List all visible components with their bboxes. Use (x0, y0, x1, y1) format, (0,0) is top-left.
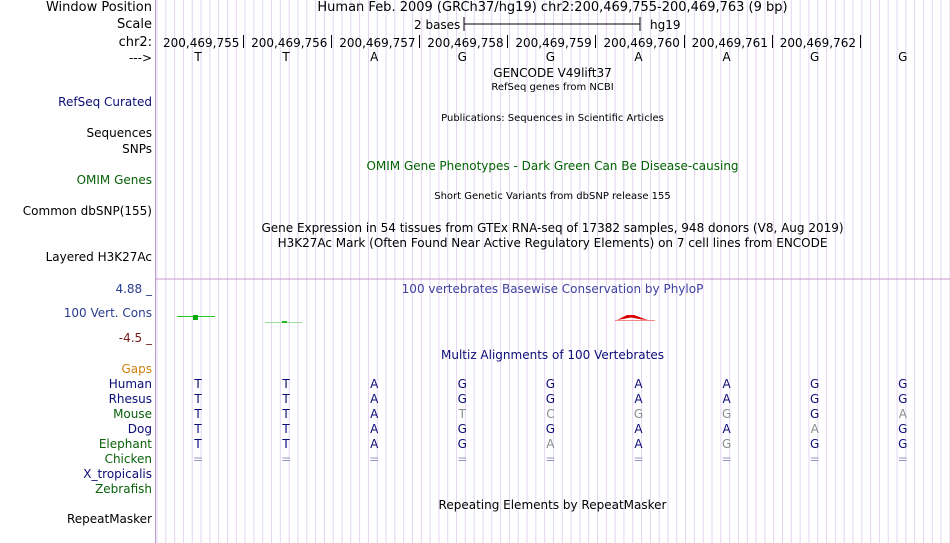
coordinate-tick (243, 35, 244, 48)
refseq-track-subtitle[interactable]: RefSeq genes from NCBI (491, 82, 614, 93)
strand-label: ---> (128, 51, 152, 65)
phylop-max-label: 4.88 _ (115, 282, 152, 296)
coordinate-label: 200,469,761 (691, 36, 768, 50)
alignment-base: A (898, 407, 907, 421)
coordinate-label: 200,469,760 (603, 36, 680, 50)
reference-base: G (545, 50, 556, 64)
coordinate-label: 200,469,762 (779, 36, 857, 50)
species-label[interactable]: Chicken (104, 452, 152, 466)
alignment-base: G (545, 377, 556, 391)
alignment-base: T (194, 392, 202, 406)
alignment-base: T (194, 407, 202, 421)
alignment-base: G (721, 437, 732, 451)
refseq-curated-label[interactable]: RefSeq Curated (58, 95, 152, 109)
alignment-base: A (722, 422, 731, 436)
alignment-base: A (634, 422, 643, 436)
alignment-base: G (457, 377, 467, 391)
alignment-base: = (369, 452, 380, 466)
alignment-base: G (810, 377, 820, 391)
alignment-base: A (370, 437, 379, 451)
alignment-base: = (457, 452, 468, 466)
alignment-base: T (282, 407, 290, 421)
coordinate-tick (419, 35, 420, 48)
alignment-base: G (545, 392, 556, 406)
alignment-base: A (634, 377, 643, 391)
coordinate-tick (772, 35, 773, 48)
alignment-base: A (370, 407, 379, 421)
gaps-label[interactable]: Gaps (121, 362, 152, 376)
alignment-base: = (897, 452, 908, 466)
species-label[interactable]: Human (108, 377, 152, 391)
coordinate-tick (860, 35, 861, 48)
alignment-base: A (370, 392, 379, 406)
alignment-base: G (633, 407, 644, 421)
alignment-base: = (633, 452, 644, 466)
alignment-base: G (545, 422, 556, 436)
alignment-base: T (282, 392, 290, 406)
alignment-base: T (194, 437, 202, 451)
reference-base: A (722, 50, 731, 64)
gtex-track-title[interactable]: Gene Expression in 54 tissues from GTEx RNA-seq of 17382 samples, 948 donors (V8, Aug 2019) (261, 221, 844, 235)
alignment-base: A (722, 377, 731, 391)
scale-assembly: hg19 (650, 18, 681, 32)
alignment-base: G (810, 392, 820, 406)
snps-label[interactable]: SNPs (122, 142, 152, 156)
alignment-base: T (282, 377, 290, 391)
reference-base: T (282, 50, 290, 64)
alignment-base: G (898, 392, 908, 406)
scale-label: Scale (117, 17, 152, 32)
phylop-track-label[interactable]: 100 Vert. Cons (63, 306, 152, 320)
species-label[interactable]: Rhesus (108, 392, 152, 406)
repeatmasker-track-title[interactable]: Repeating Elements by RepeatMasker (438, 498, 667, 512)
coordinate-label: 200,469,756 (251, 36, 328, 50)
alignment-base: G (810, 437, 820, 451)
alignment-base: G (898, 422, 908, 436)
coordinate-tick (684, 35, 685, 48)
alignment-base: = (545, 452, 556, 466)
alignment-base: G (810, 407, 820, 421)
alignment-base: A (634, 392, 643, 406)
coordinate-tick (331, 35, 332, 48)
publications-track-title[interactable]: Publications: Sequences in Scientific Articles (441, 113, 664, 124)
window-position-label: Window Position (45, 0, 152, 15)
alignment-base: = (192, 452, 204, 466)
window-position-text: Human Feb. 2009 (GRCh37/hg19) chr2:200,469,755-200,469,763 (9 bp) (317, 0, 788, 15)
alignment-base: G (457, 422, 467, 436)
species-label[interactable]: Mouse (113, 407, 152, 421)
scale-bar (462, 16, 644, 32)
alignment-base: G (898, 377, 908, 391)
alignment-base: A (810, 422, 819, 436)
alignment-base: A (370, 377, 379, 391)
reference-base: A (370, 50, 379, 64)
alignment-base: = (809, 452, 820, 466)
alignment-base: A (634, 437, 643, 451)
alignment-base: G (457, 392, 467, 406)
alignment-base: G (898, 437, 908, 451)
species-label[interactable]: X_tropicalis (83, 467, 152, 481)
coordinate-tick (595, 35, 596, 48)
alignment-base: T (194, 422, 202, 436)
scale-bar-text: 2 bases (414, 18, 461, 32)
species-label[interactable]: Zebrafish (95, 482, 152, 496)
sequences-label[interactable]: Sequences (86, 126, 152, 140)
omim-track-title[interactable]: OMIM Gene Phenotypes - Dark Green Can Be Disease-causing (366, 159, 739, 173)
chrom-label: chr2: (118, 35, 152, 50)
alignment-base: C (546, 407, 555, 421)
coordinate-label: 200,469,757 (339, 36, 416, 50)
h3k27ac-track-title[interactable]: H3K27Ac Mark (Often Found Near Active Regulatory Elements) on 7 cell lines from ENCODE (277, 236, 828, 250)
alignment-base: = (281, 452, 292, 466)
reference-base: T (194, 50, 202, 64)
alignment-base: T (194, 377, 202, 391)
track-separator (155, 278, 950, 280)
alignment-base: T (282, 422, 290, 436)
phylop-signal (155, 310, 950, 330)
layered-h3k27ac-label[interactable]: Layered H3K27Ac (45, 250, 152, 264)
phylop-min-label: -4.5 _ (118, 331, 152, 345)
repeatmasker-label[interactable]: RepeatMasker (66, 512, 152, 526)
dbsnp-track-title[interactable]: Short Genetic Variants from dbSNP release 155 (434, 191, 671, 202)
reference-base: G (898, 50, 908, 64)
gencode-track-title[interactable]: GENCODE V49lift37 (493, 66, 612, 80)
alignment-base: G (457, 437, 467, 451)
alignment-base: G (721, 407, 732, 421)
coordinate-label: 200,469,758 (427, 36, 504, 50)
alignment-base: T (282, 437, 290, 451)
omim-genes-label[interactable]: OMIM Genes (76, 173, 152, 187)
alignment-base: T (458, 407, 466, 421)
species-label[interactable]: Dog (127, 422, 152, 436)
coordinate-tick (507, 35, 508, 48)
common-dbsnp-label[interactable]: Common dbSNP(155) (22, 204, 152, 218)
alignment-base: = (721, 452, 732, 466)
coordinate-label: 200,469,755 (163, 36, 240, 50)
multiz-track-title[interactable]: Multiz Alignments of 100 Vertebrates (440, 348, 665, 362)
alignment-base: A (370, 422, 379, 436)
alignment-base: A (546, 437, 555, 451)
reference-base: G (457, 50, 467, 64)
reference-base: A (634, 50, 643, 64)
phylop-track-title[interactable]: 100 vertebrates Basewise Conservation by PhyloP (401, 282, 704, 296)
species-label[interactable]: Elephant (98, 437, 152, 451)
reference-base: G (810, 50, 820, 64)
coordinate-label: 200,469,759 (515, 36, 592, 50)
alignment-base: A (722, 392, 731, 406)
